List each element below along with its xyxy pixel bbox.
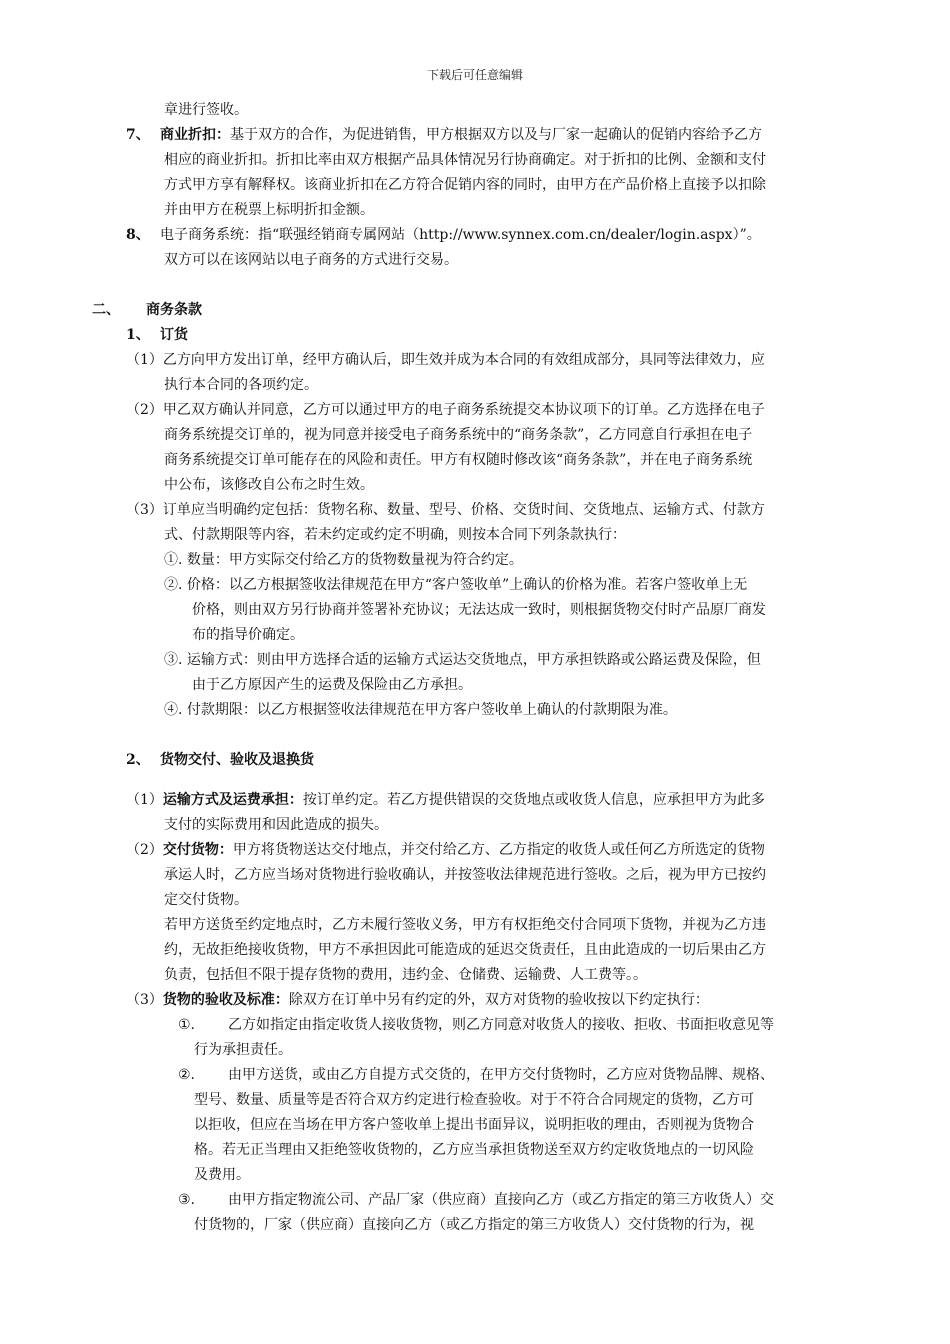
subsection-number: 2、 — [126, 752, 150, 768]
paragraph-line: 双方可以在该网站以电子商务的方式进行交易。 — [164, 252, 458, 268]
paragraph-line: 约，无故拒绝接收货物，甲方不承担因此可能造成的延迟交货责任，且由此造成的一切后果由乙方 — [164, 942, 766, 958]
list-number: ①. — [178, 1017, 196, 1033]
paragraph-line: 相应的商业折扣。折扣比率由双方根据产品具体情况另行协商确定。对于折扣的比例、金额和支付 — [164, 152, 766, 168]
paragraph-line: 付货物的，厂家（供应商）直接向乙方（或乙方指定的第三方收货人）交付货物的行为，视 — [194, 1217, 754, 1233]
paragraph-line: 商务系统提交订单可能存在的风险和责任。甲方有权随时修改该“商务条款”，并在电子商务系统 — [164, 452, 753, 468]
paragraph-line: 定交付货物。 — [164, 892, 248, 908]
subsection-heading — [0, 323, 950, 348]
paragraph-line: 式、付款期限等内容，若未约定或约定不明确，则按本合同下列条款执行： — [164, 527, 626, 543]
paragraph-line: 并由甲方在税票上标明折扣金额。 — [164, 202, 374, 218]
list-item: ②. 价格：以乙方根据签收法律规范在甲方“客户签收单”上确认的价格为准。若客户签收单上无 — [164, 577, 748, 593]
clause-label: 货物的验收及标准： — [162, 992, 289, 1008]
clause-7 — [0, 123, 950, 148]
paragraph-line: 甲方将货物送达交付地点，并交付给乙方、乙方指定的收货人或任何乙方所选定的货物 — [232, 842, 765, 858]
clause-number: （2） — [126, 842, 163, 858]
paragraph-line: （2）甲乙双方确认并同意，乙方可以通过甲方的电子商务系统提交本协议项下的订单。乙方选择在电子 — [126, 402, 765, 418]
page-header: 下载后可任意编辑 — [426, 68, 523, 82]
paragraph-line: 除双方在订单中另有约定的外，双方对货物的验收按以下约定执行： — [288, 992, 709, 1008]
paragraph-line: 由甲方指定物流公司、产品厂家（供应商）直接向乙方（或乙方指定的第三方收货人）交 — [228, 1192, 774, 1208]
paragraph-line: 乙方如指定由指定收货人接收货物，则乙方同意对收货人的接收、拒收、书面拒收意见等 — [228, 1017, 774, 1033]
paragraph-line: 商务系统提交订单的，视为同意并接受电子商务系统中的“商务条款”，乙方同意自行承担在电子 — [164, 427, 753, 443]
list-item: ③. 运输方式：则由甲方选择合适的运输方式运达交货地点，甲方承担铁路或公路运费及保险，但 — [164, 652, 761, 668]
paragraph-line: 中公布，该修改自公布之时生效。 — [164, 477, 374, 493]
paragraph-line: 行为承担责任。 — [194, 1042, 292, 1058]
list-number: ②. — [178, 1067, 196, 1083]
paragraph-line: 由甲方送货，或由乙方自提方式交货的，在甲方交付货物时，乙方应对货物品牌、规格、 — [228, 1067, 774, 1083]
paragraph-line: 章进行签收。 — [164, 102, 248, 118]
clause-label: 交付货物： — [162, 842, 233, 858]
paragraph-line: 型号、数量、质量等是否符合双方约定进行检查验收。对于不符合合同规定的货物，乙方可 — [194, 1092, 754, 1108]
paragraph-line: 按订单约定。若乙方提供错误的交货地点或收货人信息，应承担甲方为此多 — [302, 792, 765, 808]
paragraph-line: 及费用。 — [194, 1167, 250, 1183]
paragraph-line: （3）订单应当明确约定包括：货物名称、数量、型号、价格、交货时间、交货地点、运输方式、付款方 — [126, 502, 765, 518]
paragraph-line: 格。若无正当理由又拒绝签收货物的，乙方应当承担货物送至双方约定收货地点的一切风险 — [194, 1142, 754, 1158]
list-item: ④. 付款期限：以乙方根据签收法律规范在甲方客户签收单上确认的付款期限为准。 — [164, 702, 677, 718]
clause-line — [0, 788, 950, 813]
list-item — [0, 1013, 950, 1038]
paragraph-line: 以拒收，但应在当场在甲方客户签收单上提出书面异议，说明拒收的理由，否则视为货物合 — [194, 1117, 754, 1133]
paragraph-line: 价格，则由双方另行协商并签署补充协议；无法达成一致时，则根据货物交付时产品原厂商发 — [192, 602, 766, 618]
paragraph-line: 由于乙方原因产生的运费及保险由乙方承担。 — [192, 677, 472, 693]
subsection-title: 货物交付、验收及退换货 — [160, 752, 314, 768]
clause-number: （1） — [126, 792, 163, 808]
paragraph-line: 负责，包括但不限于提存货物的费用，违约金、仓储费、运输费、人工费等。。 — [164, 967, 647, 983]
clause-number: 7、 — [126, 127, 150, 143]
clause-8 — [0, 223, 950, 248]
paragraph-line: 若甲方送货至约定地点时，乙方未履行签收义务，甲方有权拒绝交付合同项下货物，并视为乙方违 — [164, 917, 766, 933]
list-item — [0, 1188, 950, 1213]
paragraph-line: 承运人时，乙方应当场对货物进行验收确认，并按签收法律规范进行签收。之后，视为甲方已按约 — [164, 867, 766, 883]
clause-label: 商业折扣： — [160, 127, 230, 143]
paragraph-line: （1）乙方向甲方发出订单，经甲方确认后，即生效并成为本合同的有效组成部分，具同等法律效力，应 — [126, 352, 765, 368]
clause-line — [0, 988, 950, 1013]
section-number: 二、 — [92, 302, 120, 318]
paragraph-line: 布的指导价确定。 — [192, 627, 304, 643]
list-number: ③. — [178, 1192, 196, 1208]
subsection-number: 1、 — [126, 327, 150, 343]
list-item — [0, 1063, 950, 1088]
clause-number: 8、 — [126, 227, 150, 243]
section-title: 商务条款 — [146, 302, 202, 318]
subsection-heading — [0, 748, 950, 773]
paragraph-line: 基于双方的合作，为促进销售，甲方根据双方以及与厂家一起确认的促销内容给予乙方 — [230, 127, 762, 143]
paragraph-line: 方式甲方享有解释权。该商业折扣在乙方符合促销内容的同时，由甲方在产品价格上直接予以扣除 — [164, 177, 766, 193]
paragraph-line: 支付的实际费用和因此造成的损失。 — [164, 817, 388, 833]
clause-line — [0, 838, 950, 863]
document-body — [0, 98, 950, 1238]
clause-label: 运输方式及运费承担： — [162, 792, 303, 808]
clause-number: （3） — [126, 992, 163, 1008]
section-heading — [0, 298, 950, 323]
subsection-title: 订货 — [160, 327, 188, 343]
list-item: ①. 数量：甲方实际交付给乙方的货物数量视为符合约定。 — [164, 552, 523, 568]
paragraph-line: 执行本合同的各项约定。 — [164, 377, 318, 393]
paragraph-line: 电子商务系统：指“联强经销商专属网站（http://www.synnex.com.cn/dealer/login.aspx）”。 — [160, 227, 761, 243]
